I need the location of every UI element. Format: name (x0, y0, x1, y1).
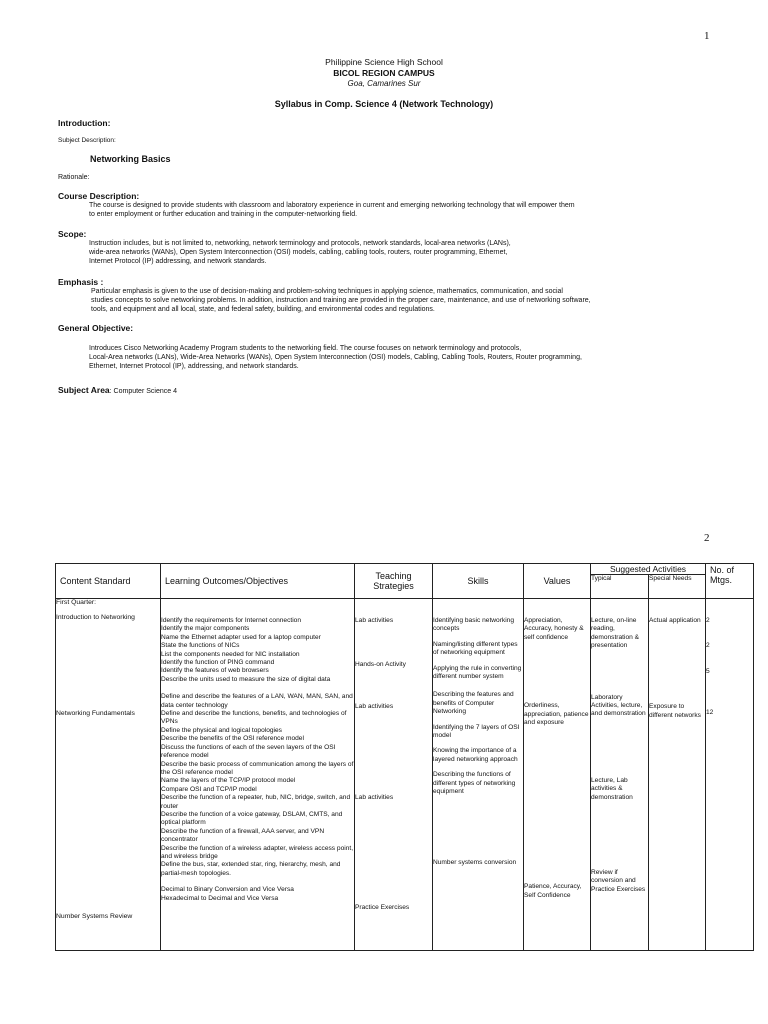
school-name: Philippine Science High School (325, 57, 443, 67)
text-line: The course is designed to provide students with classroom and laboratory experience in current and emerging networking technology that will empower them (89, 202, 575, 209)
course-description-text (89, 201, 729, 219)
text-line: Local-Area networks (LANs), Wide-Area Networks (WANs), Open System Interconnection (OSI) models, Cabling, Cabling Tools, Routers, Router programming, (89, 354, 582, 361)
values-column (524, 599, 591, 951)
content-standard-number-systems: Number Systems Review (56, 913, 133, 921)
skill-item: Applying the rule in converting different number system (433, 664, 522, 681)
values-number-systems: Patience, Accuracy, Self Confidence (524, 883, 582, 899)
meetings-value: 2 (706, 642, 710, 650)
introduction-label: Introduction: (58, 118, 111, 128)
learning-outcomes-column (161, 599, 355, 951)
general-objective-text (89, 344, 739, 371)
values-fundamentals: Orderliness, appreciation, patience and exposure (524, 702, 589, 727)
typical-activities-column (591, 599, 649, 951)
skill-item: Describing the features and benefits of Computer Networking (433, 691, 514, 716)
syllabus-title: Syllabus in Comp. Science 4 (Network Technology) (274, 99, 494, 109)
header-skills: Skills (433, 564, 524, 599)
skill-item: Naming/listing different types of networking equipment (433, 640, 518, 657)
text-line: to enter employment or further education and training in the computer-networking field. (89, 211, 358, 218)
strategy-item: Lab activities (355, 702, 394, 710)
skill-item: Knowing the importance of a layered networking approach (433, 747, 518, 763)
values-intro: Appreciation, Accuracy, honesty & self confidence (524, 617, 584, 641)
header-special-needs: Special Needs (649, 575, 706, 599)
skill-item: Identifying the 7 layers of OSI model (433, 723, 520, 740)
subject-area (58, 380, 177, 398)
meetings-value: 5 (706, 667, 710, 675)
typical-fundamentals-1: Laboratory Activities, lecture, and demonstration (591, 693, 646, 718)
text-line: studies concepts to solve networking problems. In addition, instruction and training are provided in the proper care, maintenance, and use of networking software, (91, 297, 591, 304)
skill-item: Identifying basic networking concepts (433, 617, 515, 633)
subject-description-label: Subject Description: (58, 137, 116, 144)
header-values: Values (524, 564, 591, 599)
header-teaching-strategies: Teaching Strategies (355, 564, 433, 599)
rationale-label: Rationale: (58, 174, 90, 181)
text-line: Particular emphasis is given to the use of decision-making and problem-solving techniques in applying science, mathematics, communication, and social (91, 288, 563, 295)
campus-location: Goa, Camarines Sur (347, 79, 421, 88)
special-needs-column (649, 599, 706, 951)
campus-name: BICOL REGION CAMPUS (333, 68, 435, 78)
header-typical: Typical (591, 575, 649, 599)
content-standard-column (56, 599, 161, 951)
strategy-item: Lab activities (355, 794, 394, 802)
meetings-column (706, 599, 754, 951)
header-learning-outcomes: Learning Outcomes/Objectives (161, 564, 355, 599)
subject-name: Networking Basics (90, 154, 171, 164)
header-no-of-mtgs: No. of Mtgs. (706, 564, 754, 599)
page-number: 2 (704, 532, 710, 544)
outcomes-intro: Identify the requirements for Internet connection Identify the major components Name the Ethernet adapter used for a laptop computer State the functions of NICs List the components needed for NIC installation Identify the function of PING command Identify the features of web browsers Describe the units used to measure the size of digital data (161, 617, 331, 683)
teaching-strategies-column (355, 599, 433, 951)
scope-text (89, 239, 729, 266)
special-fundamentals: Exposure to different networks (649, 703, 701, 719)
strategy-item: Practice Exercises (355, 903, 410, 911)
content-standard-intro: Introduction to Networking (56, 614, 135, 622)
text-line: Instruction includes, but is not limited to, networking, network terminology and protocols, network standards, local-area networks (LANs), (89, 240, 511, 247)
skills-column (433, 599, 524, 951)
special-intro: Actual application (649, 617, 701, 624)
syllabus-table (55, 563, 754, 951)
general-objective-label: General Objective: (58, 323, 134, 333)
emphasis-text (91, 287, 741, 314)
outcomes-number-systems: Decimal to Binary Conversion and Vice Versa Hexadecimal to Decimal and Vice Versa (161, 886, 294, 902)
strategy-item: Lab activities (355, 617, 394, 624)
outcomes-fundamentals: Define and describe the features of a LAN, WAN, MAN, SAN, and data center technology Define and describe the functions, benefits, and technologies of VPNs Define the physical and logical topologies Describe the benefits of the OSI reference model Discuss the functions of each of the seven layers of the OSI reference model Describe the basic process of communication among the layers of the OSI reference model Name the layers of the TCP/IP protocol model Compare OSI and TCP/IP model Describe the function of a repeater, hub, NIC, bridge, switch, and router Describe the function of a voice gateway, DSLAM, CMTS, and optical platform Describe the function of a firewall, AAA server, and VPN concentrator Describe the function of a wireless adapter, wireless access point, and wireless bridge Define the bus, star, extended star, ring, hierarchy, mesh, and partial-mesh topologies. (161, 693, 354, 877)
skill-item: Number systems conversion (433, 858, 517, 866)
subject-area-label: Subject Area (58, 385, 110, 395)
text-line: Internet Protocol (IP) addressing, and network standards. (89, 258, 267, 265)
scope-label: Scope: (58, 229, 87, 239)
subject-area-value: : Computer Science 4 (109, 388, 177, 395)
quarter-label: First Quarter: (56, 599, 97, 606)
skill-item: Describing the functions of different types of networking equipment (433, 771, 516, 796)
typical-number-systems: Review if conversion and Practice Exercises (591, 869, 646, 893)
text-line: Introduces Cisco Networking Academy Program students to the networking field. The course focuses on network terminology and protocols, (89, 345, 522, 352)
meetings-value: 12 (706, 709, 714, 717)
text-line: Ethernet, Internet Protocol (IP), addressing, and network standards. (89, 363, 299, 370)
course-description-label: Course Description: (58, 191, 140, 201)
text-line: wide-area networks (WANs), Open System Interconnection (OSI) models, cabling, cabling tools, routers, router programming, Ethernet, (89, 249, 508, 256)
text-line: tools, and equipment and all local, state, and federal safety, building, and environmental codes and regulations. (91, 306, 435, 313)
typical-fundamentals-2: Lecture, Lab activities & demonstration (591, 776, 633, 801)
typical-intro: Lecture, on-line reading, demonstration & presentation (591, 617, 640, 650)
emphasis-label: Emphasis : (58, 277, 104, 287)
header-content-standard: Content Standard (56, 564, 161, 599)
strategy-item: Hands-on Activity (355, 661, 406, 669)
header-suggested-activities: Suggested Activities (591, 564, 706, 575)
meetings-value: 2 (706, 617, 710, 624)
page-number: 1 (704, 30, 710, 42)
content-standard-fundamentals: Networking Fundamentals (56, 709, 135, 717)
